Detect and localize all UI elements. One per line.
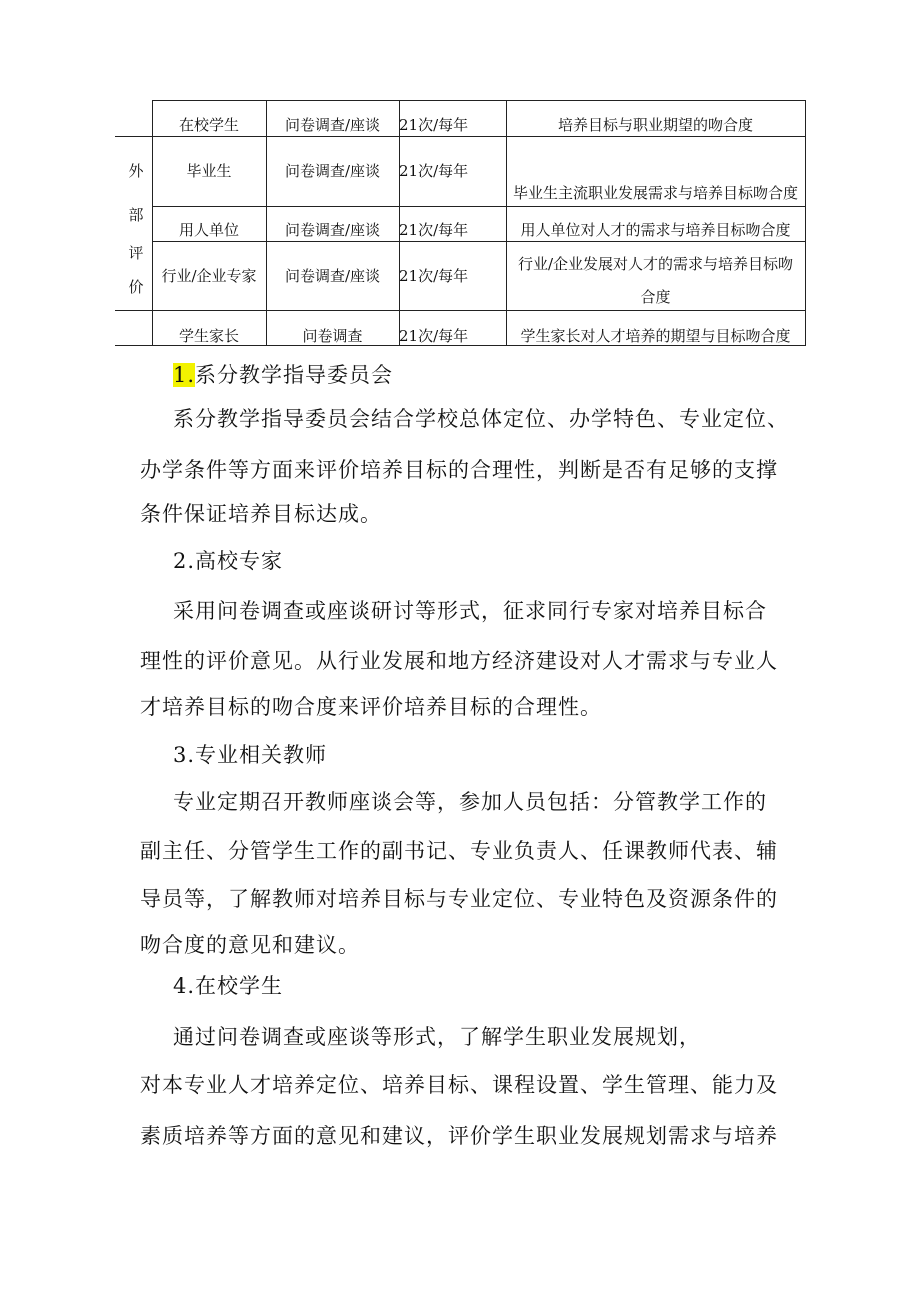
paragraph-line: 吻合度的意见和建议。 <box>140 933 360 957</box>
table-cell-method: 问卷调查/座谈 <box>284 267 381 285</box>
paragraph-line: 素质培养等方面的意见和建议，评价学生职业发展规划需求与培养 <box>140 1124 778 1148</box>
table-border <box>152 241 806 242</box>
section-heading <box>173 741 327 769</box>
paragraph-line: 导员等，了解教师对培养目标与专业定位、专业特色及资源条件的 <box>140 887 778 911</box>
paragraph-line: 通过问卷调查或座谈等形式，了解学生职业发展规划， <box>173 1025 701 1049</box>
table-border <box>152 206 806 207</box>
section-title: 系分教学指导委员会 <box>195 363 394 387</box>
table-cell-content: 毕业生主流职业发展需求与培养目标吻合度 <box>512 184 798 202</box>
table-cell-frequency: 21次/每年 <box>399 116 469 134</box>
section-title: .专业相关教师 <box>187 743 328 767</box>
table-cell-frequency: 21次/每年 <box>399 162 469 180</box>
table-cell-content: 用人单位对人才的需求与培养目标吻合度 <box>520 221 791 239</box>
section-heading <box>173 361 393 389</box>
paragraph-line: 条件保证培养目标达成。 <box>140 502 382 526</box>
table-cell-subject: 毕业生 <box>186 162 232 180</box>
category-char: 价 <box>128 278 144 296</box>
section-title: .在校学生 <box>187 974 284 998</box>
table-cell-subject: 学生家长 <box>178 327 239 345</box>
section-number: 4 <box>173 974 188 998</box>
table-cell-content: 学生家长对人才培养的期望与目标吻合度 <box>520 327 791 345</box>
table-cell-method: 问卷调查/座谈 <box>284 162 381 180</box>
table-cell-method: 问卷调查/座谈 <box>284 116 381 134</box>
section-heading <box>173 547 283 575</box>
table-cell-subject: 用人单位 <box>178 221 239 239</box>
paragraph-line: 理性的评价意见。从行业发展和地方经济建设对人才需求与专业人 <box>140 649 778 673</box>
table-cell-subject: 行业/企业专家 <box>161 267 257 285</box>
paragraph-line: 办学条件等方面来评价培养目标的合理性，判断是否有足够的支撑 <box>140 458 778 482</box>
table-cell-frequency: 21次/每年 <box>399 267 469 285</box>
table-border <box>152 100 806 101</box>
category-char: 部 <box>128 206 144 224</box>
section-number: 3 <box>173 743 188 767</box>
paragraph-line: 副主任、分管学生工作的副书记、专业负责人、任课教师代表、辅 <box>140 839 778 863</box>
table-border <box>115 136 806 137</box>
table-border <box>115 310 806 311</box>
paragraph-line: 系分教学指导委员会结合学校总体定位、办学特色、专业定位、 <box>173 407 789 431</box>
section-number: 1. <box>173 363 196 387</box>
paragraph-line: 才培养目标的吻合度来评价培养目标的合理性。 <box>140 695 602 719</box>
table-cell-content: 行业/企业发展对人才的需求与培养目标吻 <box>517 255 794 273</box>
section-title: .高校专家 <box>187 549 284 573</box>
table-cell-method: 问卷调查/座谈 <box>284 221 381 239</box>
table-cell-frequency: 21次/每年 <box>399 221 469 239</box>
category-char: 评 <box>128 244 144 262</box>
section-heading <box>173 972 283 1000</box>
table-cell-content: 培养目标与职业期望的吻合度 <box>557 116 753 134</box>
table-cell-content: 合度 <box>640 288 671 306</box>
section-number: 2 <box>173 549 188 573</box>
paragraph-line: 采用问卷调查或座谈研讨等形式，征求同行专家对培养目标合 <box>173 599 767 623</box>
paragraph-line: 对本专业人才培养定位、培养目标、课程设置、学生管理、能力及 <box>140 1073 778 1097</box>
category-char: 外 <box>128 162 144 180</box>
table-cell-subject: 在校学生 <box>178 116 239 134</box>
paragraph-line: 专业定期召开教师座谈会等，参加人员包括：分管教学工作的 <box>173 790 767 814</box>
evaluation-table <box>115 100 806 346</box>
table-cell-method: 问卷调查 <box>302 327 363 345</box>
table-cell-frequency: 21次/每年 <box>399 327 469 345</box>
